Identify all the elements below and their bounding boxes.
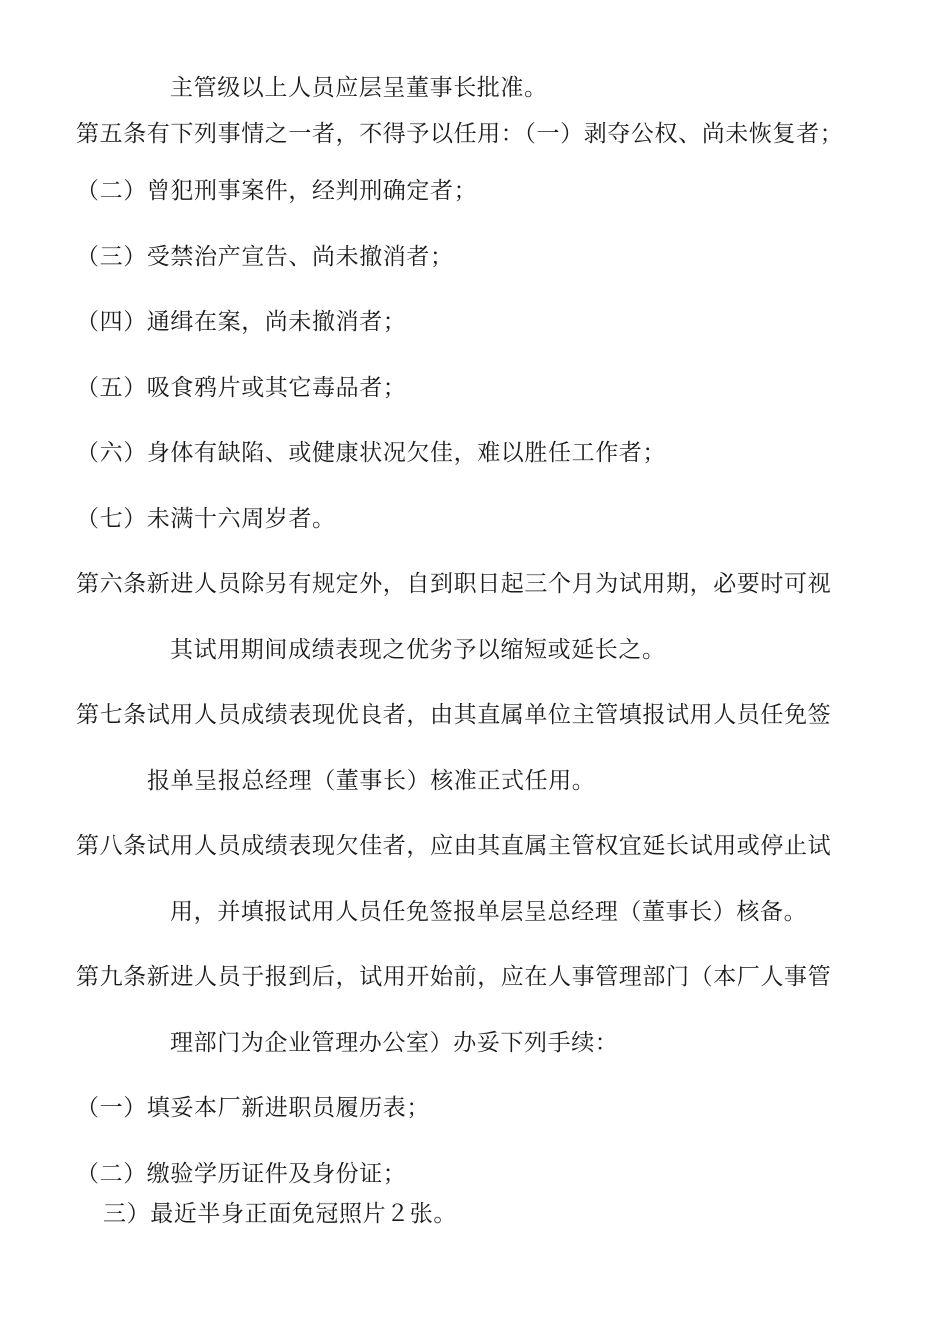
text-line: 第五条有下列事情之一者，不得予以任用：（一）剥夺公权、尚未恢复者； <box>76 121 844 147</box>
text-line: （六）身体有缺陷、或健康状况欠佳，难以胜任工作者； <box>76 440 666 466</box>
text-line: （四）通缉在案，尚未撤消者； <box>76 309 407 335</box>
text-line: 理部门为企业管理办公室）办妥下列手续： <box>170 1030 619 1056</box>
text-line: （五）吸食鸦片或其它毒品者； <box>76 375 407 401</box>
text-line: 报单呈报总经理（董事长）核准正式任用。 <box>147 768 596 794</box>
text-line: 第六条新进人员除另有规定外，自到职日起三个月为试用期，必要时可视 <box>76 571 832 597</box>
text-line: 第九条新进人员于报到后，试用开始前，应在人事管理部门（本厂人事管 <box>76 964 832 990</box>
text-line: 用，并填报试用人员任免签报单层呈总经理（董事长）核备。 <box>170 899 808 925</box>
text-line: （一）填妥本厂新进职员履历表； <box>76 1095 430 1121</box>
text-line: 三）最近半身正面免冠照片２张。 <box>103 1201 457 1227</box>
text-line: （三）受禁治产宣告、尚未撤消者； <box>76 244 454 270</box>
text-line: 其试用期间成绩表现之优劣予以缩短或延长之。 <box>170 637 666 663</box>
text-line: （七）未满十六周岁者。 <box>76 506 336 532</box>
text-line: 主管级以上人员应层呈董事长批准。 <box>170 75 548 101</box>
text-line: （二）曾犯刑事案件，经判刑确定者； <box>76 178 478 204</box>
text-line: 第八条试用人员成绩表现欠佳者，应由其直属主管权宜延长试用或停止试 <box>76 833 832 859</box>
text-line: （二）缴验学历证件及身份证； <box>76 1161 407 1187</box>
text-line: 第七条试用人员成绩表现优良者，由其直属单位主管填报试用人员任免签 <box>76 702 832 728</box>
